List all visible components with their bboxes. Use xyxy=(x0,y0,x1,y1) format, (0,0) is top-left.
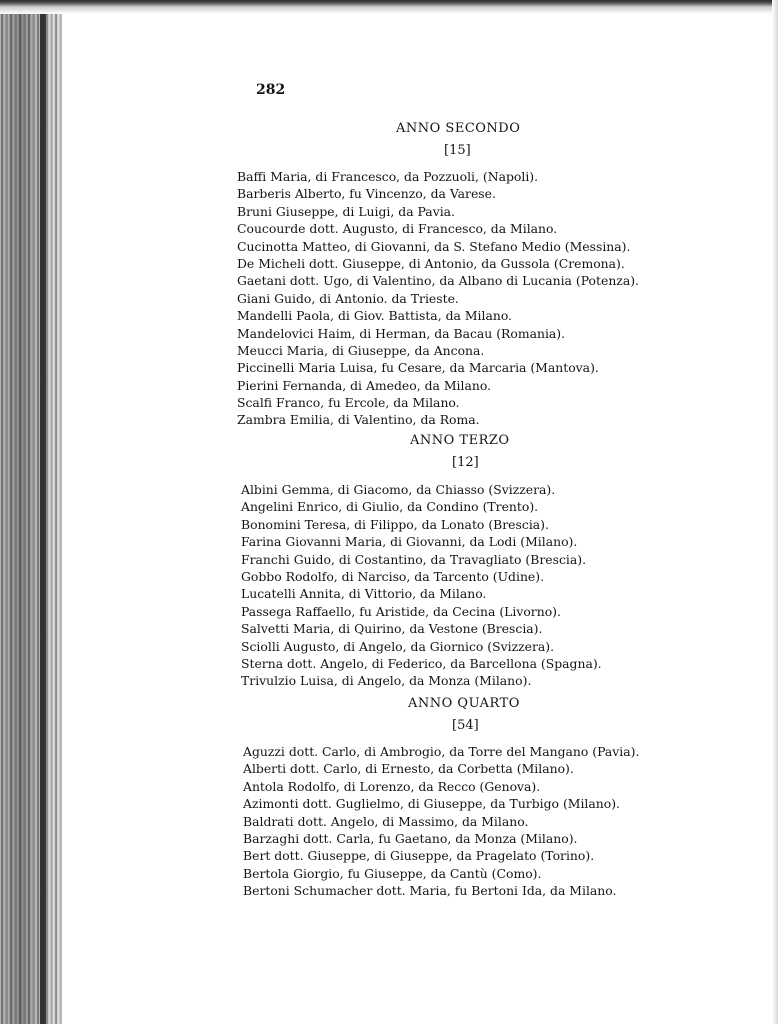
list-item: Gobbo Rodolfo, di Narciso, da Tarcento (Udine). xyxy=(241,568,545,584)
list-item: Angelini Enrico, di Giulio, da Condino (Trento). xyxy=(241,499,539,515)
list-item: Azimonti dott. Guglielmo, di Giuseppe, da Turbigo (Milano). xyxy=(243,796,620,812)
page-right-edge xyxy=(772,0,778,1024)
list-item: Alberti dott. Carlo, di Ernesto, da Corbetta (Milano). xyxy=(243,761,574,777)
section-heading-anno-secondo: ANNO SECONDO xyxy=(396,121,521,136)
list-item: Sciolli Augusto, di Angelo, da Giornico (Svizzera). xyxy=(241,638,555,654)
section-count-anno-quarto: [54] xyxy=(452,718,479,733)
list-item: Coucourde dott. Augusto, di Francesco, da Milano. xyxy=(237,221,558,237)
list-item: Piccinelli Maria Luisa, fu Cesare, da Marcaria (Mantova). xyxy=(237,360,599,376)
list-item: Gaetani dott. Ugo, di Valentino, da Albano di Lucania (Potenza). xyxy=(237,273,639,289)
page-top-edge xyxy=(0,0,778,14)
list-item: Mandelli Paola, di Giov. Battista, da Milano. xyxy=(237,308,512,324)
list-item: Pierini Fernanda, di Amedeo, da Milano. xyxy=(237,377,492,393)
list-item: Franchi Guido, di Costantino, da Travagliato (Brescia). xyxy=(241,551,587,567)
list-item: Baldrati dott. Angelo, di Massimo, da Milano. xyxy=(243,813,529,829)
list-item: Salvetti Maria, di Quirino, da Vestone (Brescia). xyxy=(241,621,543,637)
entry-list-anno-terzo xyxy=(241,481,602,690)
list-item: Sterna dott. Angelo, di Federico, da Barcellona (Spagna). xyxy=(241,655,602,671)
list-item: Baffi Maria, di Francesco, da Pozzuoli, (Napoli). xyxy=(237,169,539,184)
list-item: Antola Rodolfo, di Lorenzo, da Recco (Genova). xyxy=(243,778,541,794)
list-item: Barberis Alberto, fu Vincenzo, da Varese. xyxy=(237,186,496,202)
list-item: Bertoni Schumacher dott. Maria, fu Bertoni Ida, da Milano. xyxy=(243,883,617,899)
list-item: Scalfi Franco, fu Ercole, da Milano. xyxy=(237,395,460,411)
list-item: Meucci Maria, di Giuseppe, da Ancona. xyxy=(237,342,485,358)
list-item: Bertola Giorgio, fu Giuseppe, da Cantù (Como). xyxy=(243,865,542,881)
list-item: Farina Giovanni Maria, di Giovanni, da Lodi (Milano). xyxy=(241,534,578,550)
list-item: Cucinotta Matteo, di Giovanni, da S. Stefano Medio (Messina). xyxy=(237,238,631,254)
list-item: Mandelovici Haim, di Herman, da Bacau (Romania). xyxy=(237,325,566,341)
list-item: Bruni Giuseppe, di Luigi, da Pavia. xyxy=(237,203,455,219)
list-item: Passega Raffaello, fu Aristide, da Cecina (Livorno). xyxy=(241,603,561,619)
entry-list-anno-quarto xyxy=(243,743,639,900)
section-count-anno-terzo: [12] xyxy=(452,455,479,470)
list-item: Albini Gemma, di Giacomo, da Chiasso (Svizzera). xyxy=(241,482,556,497)
section-heading-anno-quarto: ANNO QUARTO xyxy=(408,696,520,711)
section-heading-anno-terzo: ANNO TERZO xyxy=(410,433,510,448)
list-item: Lucatelli Annita, di Vittorio, da Milano. xyxy=(241,586,487,602)
list-item: Aguzzi dott. Carlo, di Ambrogio, da Torre del Mangano (Pavia). xyxy=(243,744,640,759)
book-binding-edge xyxy=(0,0,62,1024)
list-item: De Micheli dott. Giuseppe, di Antonio, da Gussola (Cremona). xyxy=(237,255,625,271)
list-item: Giani Guido, di Antonio. da Trieste. xyxy=(237,290,459,306)
page-number: 282 xyxy=(256,82,286,98)
list-item: Trivulzio Luisa, di Angelo, da Monza (Milano). xyxy=(241,673,532,689)
entry-list-anno-secondo xyxy=(237,168,639,429)
list-item: Zambra Emilia, di Valentino, da Roma. xyxy=(237,412,480,428)
section-count-anno-secondo: [15] xyxy=(444,143,471,158)
list-item: Barzaghi dott. Carla, fu Gaetano, da Monza (Milano). xyxy=(243,830,578,846)
list-item: Bonomini Teresa, di Filippo, da Lonato (Brescia). xyxy=(241,516,549,532)
list-item: Bert dott. Giuseppe, di Giuseppe, da Pragelato (Torino). xyxy=(243,848,595,864)
